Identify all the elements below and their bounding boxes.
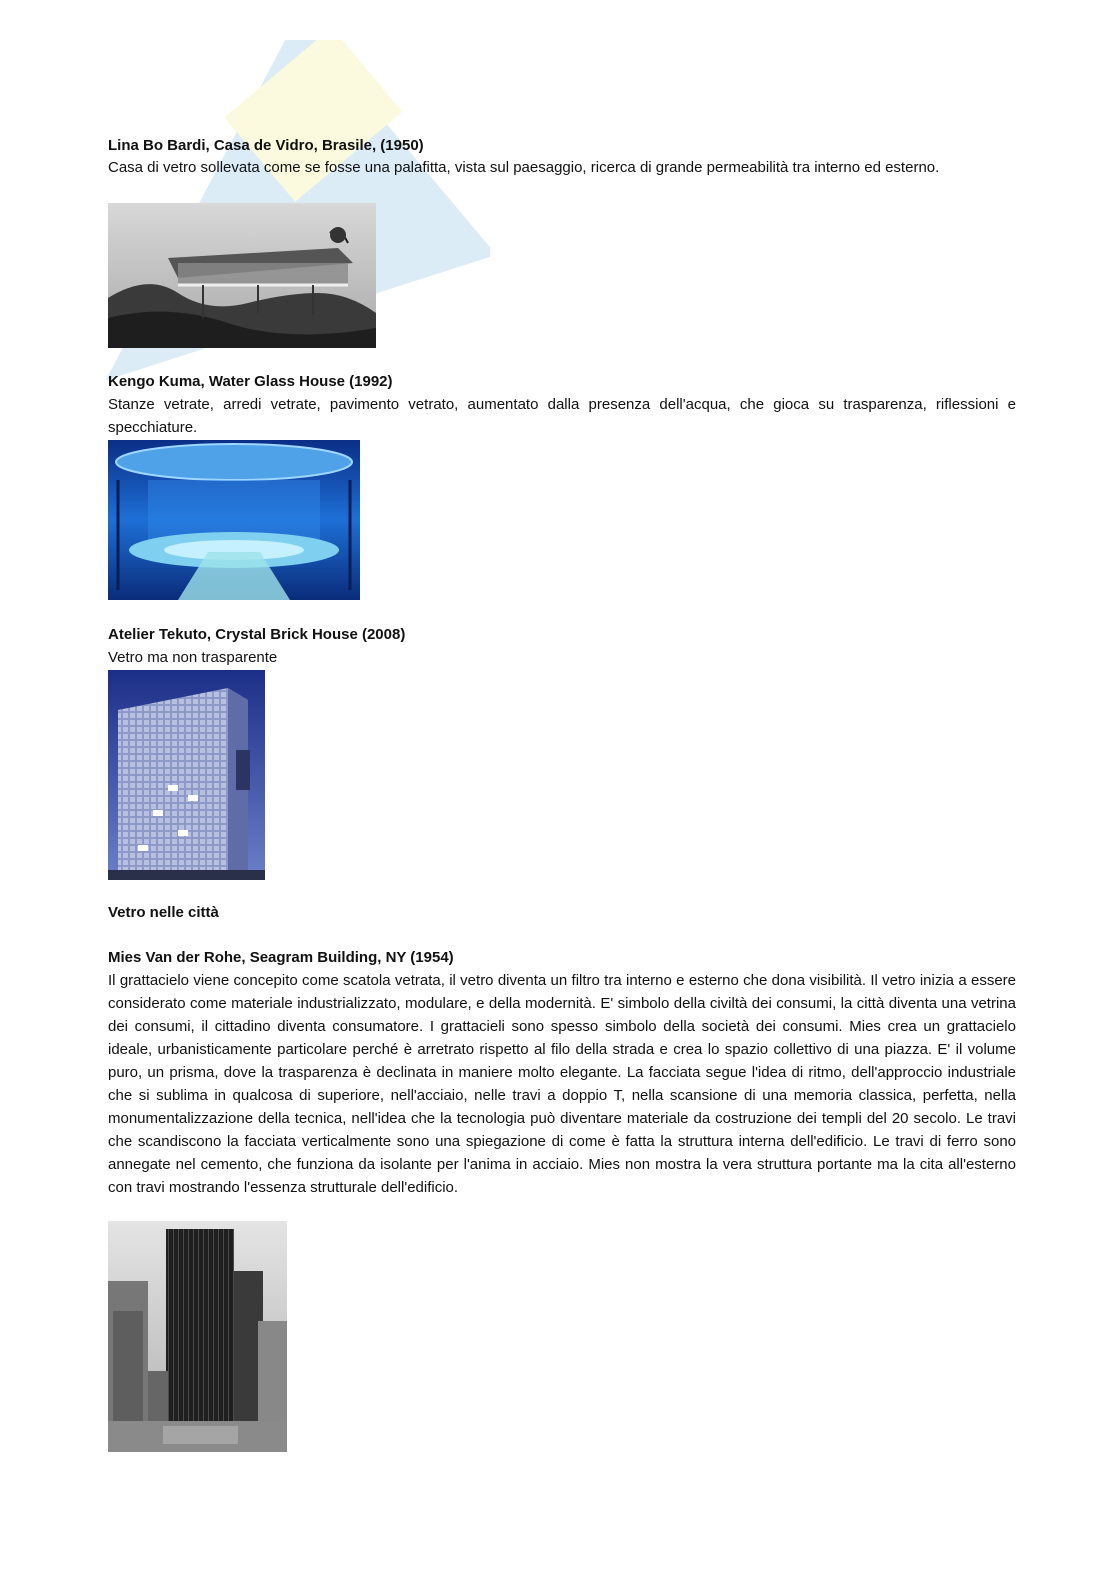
section-title-seagram-building: Mies Van der Rohe, Seagram Building, NY (1954): [108, 949, 454, 966]
photo-water-glass-house: [108, 440, 360, 600]
section-title-vetro-nelle-citta: Vetro nelle città: [108, 904, 219, 921]
photo-seagram-building: [108, 1221, 287, 1452]
section-text-crystal-brick-house: Vetro ma non trasparente: [108, 649, 278, 666]
section-text-water-glass-house: Stanze vetrate, arredi vetrate, pavimento vetrato, aumentato dalla presenza dell'acqua, che gioca su trasparenza, riflessioni e specchiature.: [108, 396, 1016, 436]
section-text-casa-de-vidro: Casa di vetro sollevata come se fosse una palafitta, vista sul paesaggio, ricerca di grande permeabilità tra interno ed esterno.: [108, 159, 940, 176]
photo-crystal-brick-house: [108, 670, 265, 880]
section-title-casa-de-vidro: Lina Bo Bardi, Casa de Vidro, Brasile, (1950): [108, 137, 424, 154]
photo-casa-de-vidro: [108, 203, 376, 348]
section-title-crystal-brick-house: Atelier Tekuto, Crystal Brick House (2008): [108, 626, 406, 643]
section-text-seagram-building: Il grattacielo viene concepito come scatola vetrata, il vetro diventa un filtro tra interno e esterno che dona visibilità. Il vetro inizia a essere considerato come materiale industrializzato, modulare, e della modernità. E' simbolo della civiltà dei consumi, la città diventa una vetrina dei consumi, il cittadino diventa consumatore. I grattacieli sono spesso simbolo della società dei consumi. Mies crea un grattacielo ideale, urbanisticamente particolare perché è arretrato rispetto al filo della strada e crea lo spazio collettivo di una piazza. E' il volume puro, un prisma, dove la trasparenza è declinata in maniere molto elegante. La facciata segue l'idea di ritmo, dell'approccio industriale che si sublima in qualcosa di superiore, nell'acciaio, nelle travi a doppio T, nella scansione di una memoria classica, perfetta, nella monumentalizzazione della tecnica, nell'idea che la tecnologia può diventare materiale da costruzione dei templi del 20 secolo. Le travi che scandiscono la facciata verticalmente sono una spiegazione di come è fatta la struttura interna dell'edificio. Le travi di ferro sono annegate nel cemento, che funziona da isolante per l'anima in acciaio. Mies non mostra la vera struttura portante ma la cita all'esterno con travi mostrando l'essenza strutturale dell'edificio.: [108, 972, 1016, 1196]
section-title-water-glass-house: Kengo Kuma, Water Glass House (1992): [108, 373, 393, 390]
